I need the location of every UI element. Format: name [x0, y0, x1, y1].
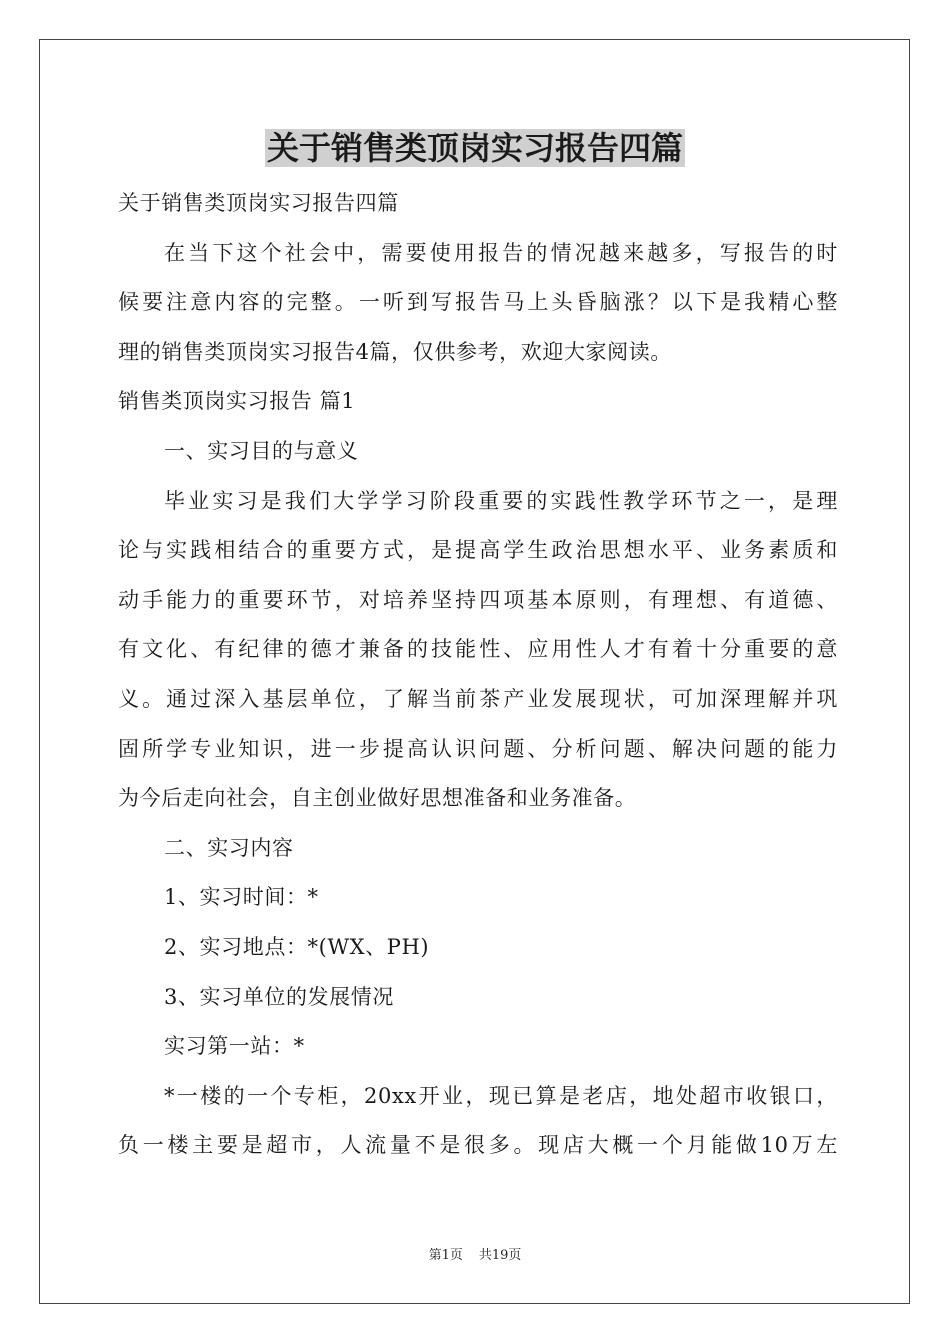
document-body [118, 179, 838, 1171]
section-heading: 销售类顶岗实习报告 篇1 [118, 389, 356, 414]
body-line: 在当下这个社会中，需要使用报告的情况越来越多，写报告的时 [164, 240, 838, 265]
subsection-heading: 一、实习目的与意义 [164, 438, 359, 463]
page-total: 共19页 [478, 1248, 522, 1263]
subsection-heading: 二、实习内容 [164, 835, 294, 860]
body-line: 动手能力的重要环节，对培养坚持四项基本原则，有理想、有道德、 [118, 587, 838, 612]
body-line: 关于销售类顶岗实习报告四篇 [118, 191, 399, 215]
body-line: 毕业实习是我们大学学习阶段重要的实践性教学环节之一，是理 [164, 488, 838, 513]
document-title: 关于销售类顶岗实习报告四篇 [266, 129, 683, 167]
body-line: 固所学专业知识，进一步提高认识问题、分析问题、解决问题的能力 [118, 736, 838, 761]
body-line: 负一楼主要是超市，人流量不是很多。现店大概一个月能做10万左 [118, 1133, 838, 1158]
body-line: 论与实践相结合的重要方式，是提高学生政治思想水平、业务素质和 [118, 538, 838, 563]
body-line: 理的销售类顶岗实习报告4篇，仅供参考，欢迎大家阅读。 [118, 339, 672, 364]
body-line: *一楼的一个专柜，20xx开业，现已算是老店，地处超市收银口， [164, 1083, 838, 1108]
body-line: 候要注意内容的完整。一听到写报告马上头昏脑涨？以下是我精心整 [118, 290, 838, 315]
page-number: 第1页 [428, 1248, 463, 1263]
body-line: 为今后走向社会，自主创业做好思想准备和业务准备。 [118, 786, 637, 811]
page-footer [0, 1247, 950, 1265]
list-item: 3、实习单位的发展情况 [164, 984, 394, 1009]
body-line: 实习第一站：* [164, 1034, 305, 1059]
list-item: 2、实习地点：*(WX、PH) [164, 934, 430, 959]
body-line: 有文化、有纪律的德才兼备的技能性、应用性人才有着十分重要的意 [118, 637, 838, 662]
list-item: 1、实习时间：* [164, 885, 319, 910]
body-line: 义。通过深入基层单位，了解当前茶产业发展现状，可加深理解并巩 [118, 686, 838, 711]
